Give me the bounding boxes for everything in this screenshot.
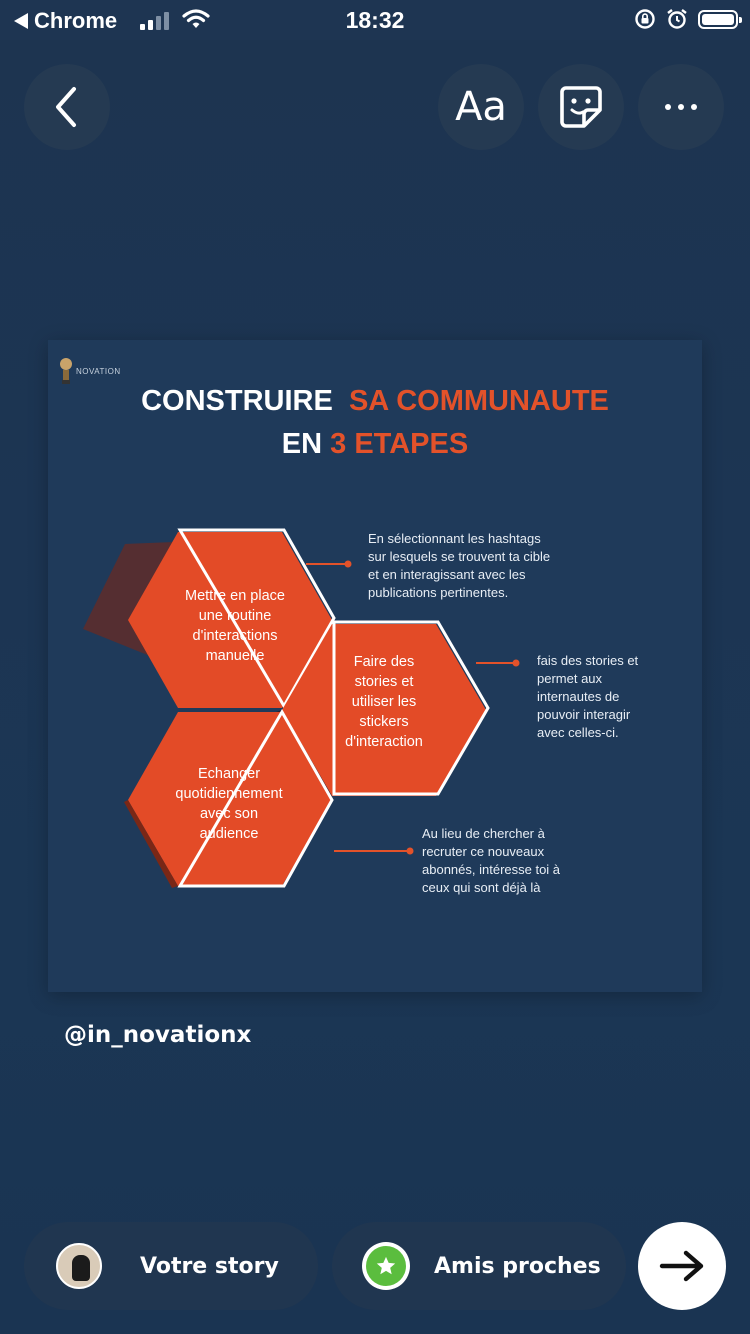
close-friends-label: Amis proches [434, 1253, 601, 1279]
sticker-button[interactable] [538, 64, 624, 150]
title-line1-orange: SA COMMUNAUTE [348, 385, 609, 417]
back-app-label: Chrome [34, 8, 118, 33]
status-bar [0, 0, 750, 40]
battery-icon [698, 10, 738, 29]
share-next-button[interactable] [638, 1222, 726, 1310]
clock: 18:32 [345, 7, 405, 33]
back-button[interactable] [24, 64, 110, 150]
sticker-icon [558, 84, 604, 130]
alarm-icon [666, 8, 688, 30]
step-3-text: Echanger quotidiennement avec son audience [175, 766, 283, 842]
step-1-description: En sélectionnant les hashtags sur lesquels se trouvent ta cible et en interagissant avec les publications pertinentes. [368, 531, 551, 600]
step-1-text: Mettre en place une routine d'interactions manuelle [185, 588, 285, 664]
step-2-description: fais des stories et permet aux internautes de pouvoir interagir avec celles-ci. [537, 653, 639, 740]
title-line1-white: CONSTRUIRE [141, 385, 333, 417]
logo-text: NOVATION [76, 366, 121, 376]
step-3-description: Au lieu de chercher à recruter ce nouveaux abonnés, intéresse toi à ceux qui sont déjà là [422, 826, 561, 895]
story-image-card[interactable] [48, 340, 702, 992]
close-friends-button[interactable] [332, 1222, 626, 1310]
text-tool-label: Aa [455, 84, 507, 130]
chevron-left-icon [52, 85, 82, 129]
more-options-button[interactable] [638, 64, 724, 150]
step-2-text: Faire des stories et utiliser les stickers d'interaction [345, 654, 423, 750]
rotation-lock-icon [634, 8, 656, 30]
title-line2-white: EN [281, 428, 323, 460]
close-friends-star-icon [362, 1242, 410, 1290]
your-story-label: Votre story [140, 1253, 279, 1279]
your-story-button[interactable] [24, 1222, 318, 1310]
title-line2-orange: 3 ETAPES [330, 428, 469, 460]
arrow-right-icon [658, 1249, 706, 1283]
text-tool-button[interactable] [438, 64, 524, 150]
mention-sticker[interactable]: @in_novationx [64, 1022, 252, 1048]
more-dots-icon [664, 103, 698, 111]
avatar [56, 1243, 102, 1289]
